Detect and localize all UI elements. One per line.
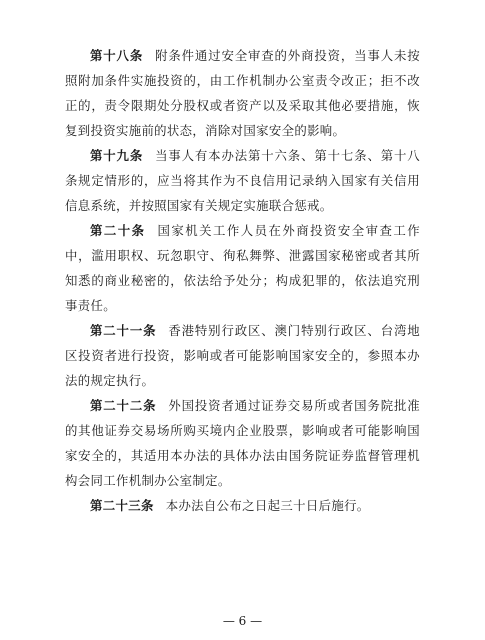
article-number: 第十八条	[90, 48, 144, 63]
article-number: 第二十二条	[90, 398, 157, 413]
article-text: 本办法自公布之日起三十日后施行。	[165, 498, 370, 513]
article-text: 附条件通过安全审查的外商投资，当事人未按照附加条件实施投资的，由工作机制办公室责令改正；拒不改正的，责令限期处分股权或者资产以及采取其他必要措施，恢复到投资实施前的状态，消除对国家安全的影响。	[65, 48, 420, 138]
article-21	[65, 318, 420, 393]
article-18	[65, 43, 420, 143]
article-text: 国家机关工作人员在外商投资安全审查工作中，滥用职权、玩忽职守、徇私舞弊、泄露国家秘密或者其所知悉的商业秘密的，依法给予处分；构成犯罪的，依法追究刑事责任。	[65, 223, 420, 313]
article-number: 第十九条	[90, 148, 144, 163]
page-number: — 6 —	[222, 614, 263, 628]
article-text: 香港特别行政区、澳门特别行政区、台湾地区投资者进行投资，影响或者可能影响国家安全的，参照本办法的规定执行。	[65, 323, 420, 388]
article-19	[65, 143, 420, 218]
article-20	[65, 218, 420, 318]
article-number: 第二十条	[90, 223, 146, 238]
article-text: 外国投资者通过证券交易所或者国务院批准的其他证券交易场所购买境内企业股票，影响或者可能影响国家安全的，其适用本办法的具体办法由国务院证券监督管理机构会同工作机制办公室制定。	[65, 398, 420, 488]
article-22	[65, 393, 420, 493]
article-number: 第二十一条	[90, 323, 157, 338]
article-number: 第二十三条	[90, 498, 154, 513]
document-body	[65, 43, 420, 518]
article-23	[65, 493, 420, 518]
article-text: 当事人有本办法第十六条、第十七条、第十八条规定情形的，应当将其作为不良信用记录纳入国家有关信用信息系统，并按照国家有关规定实施联合惩戒。	[65, 148, 420, 213]
